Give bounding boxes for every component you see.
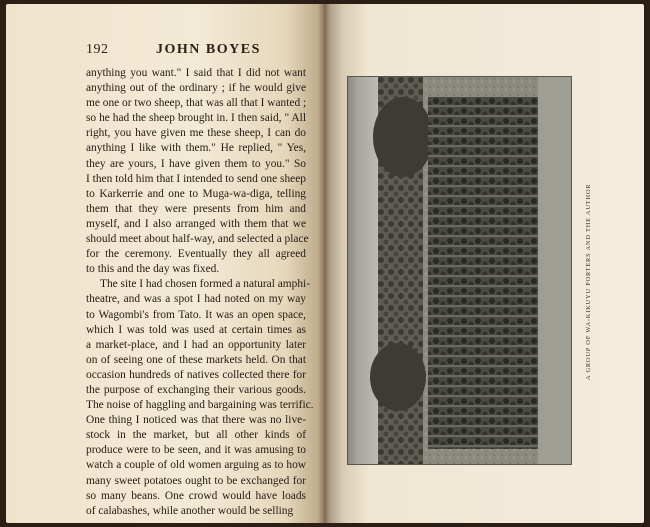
body-text xyxy=(86,66,314,519)
text-line: watch a couple of old women arguing as to how xyxy=(86,459,306,472)
text-line: to Karkerrie and one to Muga-wa-diga, telling xyxy=(86,187,306,200)
text-line: them that they were presents from him and xyxy=(86,202,306,215)
text-line: they are yours, I have given them to you." So xyxy=(86,157,306,170)
text-line: to Wagombi's from Tato. It was an open space, xyxy=(86,308,306,321)
text-line: should meet about half-way, and selected a place xyxy=(86,233,309,246)
text-line: many sweet potatoes ought to be exchanged for xyxy=(86,474,306,487)
text-line: which I was told was used at certain times as xyxy=(86,323,306,336)
running-head: JOHN BOYES xyxy=(156,42,261,57)
text-line: The noise of haggling and bargaining was terrific. xyxy=(86,399,314,412)
page-number: 192 xyxy=(86,42,109,57)
text-line: the purpose of exchanging their various goods. xyxy=(86,383,306,396)
paragraph xyxy=(86,277,314,519)
text-line: on of seeing one of these markets held. On that xyxy=(86,353,306,366)
plate-photograph xyxy=(348,77,571,464)
text-line: I then told him that I intended to send one sheep xyxy=(86,172,306,185)
photo-image xyxy=(348,77,571,464)
text-line: One thing I noticed was that there was no live- xyxy=(86,414,306,427)
text-line: to this and the day was fixed. xyxy=(86,263,220,276)
text-line: so many beans. One crowd would have loads xyxy=(86,489,306,502)
text-line: stock in the market, but all other kinds of xyxy=(86,429,306,442)
text-line: The site I had chosen formed a natural amphi- xyxy=(100,278,311,291)
text-line: for the ceremony. Eventually they all agreed xyxy=(86,248,306,261)
text-line: anything out of the ordinary ; if he would give xyxy=(86,82,306,95)
text-line: theatre, and was a spot I had noted on my way xyxy=(86,293,306,306)
text-line: anything I like with them." He replied, " Yes, xyxy=(86,142,306,155)
text-line: occasion hundreds of natives collected there for xyxy=(86,368,306,381)
text-line: anything you want." I said that I did not want xyxy=(86,67,306,79)
text-line: of calabashes, while another would be selling xyxy=(86,504,294,517)
plate-caption: A GROUP OF WA-KIKUYU PORTERS AND THE AUTHOR xyxy=(585,183,592,380)
text-line: myself, and I also arranged with them that we xyxy=(86,217,306,230)
text-line: a market-place, and I had an opportunity later xyxy=(86,338,306,351)
book-gutter xyxy=(318,4,330,523)
paragraph xyxy=(86,66,309,277)
text-line: right, you have given me these sheep, I can do xyxy=(86,127,306,140)
text-line: produce were to be seen, and it was amusing to xyxy=(86,444,306,457)
text-line: so he had the sheep brought in. I then said, " All xyxy=(86,112,306,125)
text-line: me one or two sheep, that was all that I wanted ; xyxy=(86,97,307,110)
